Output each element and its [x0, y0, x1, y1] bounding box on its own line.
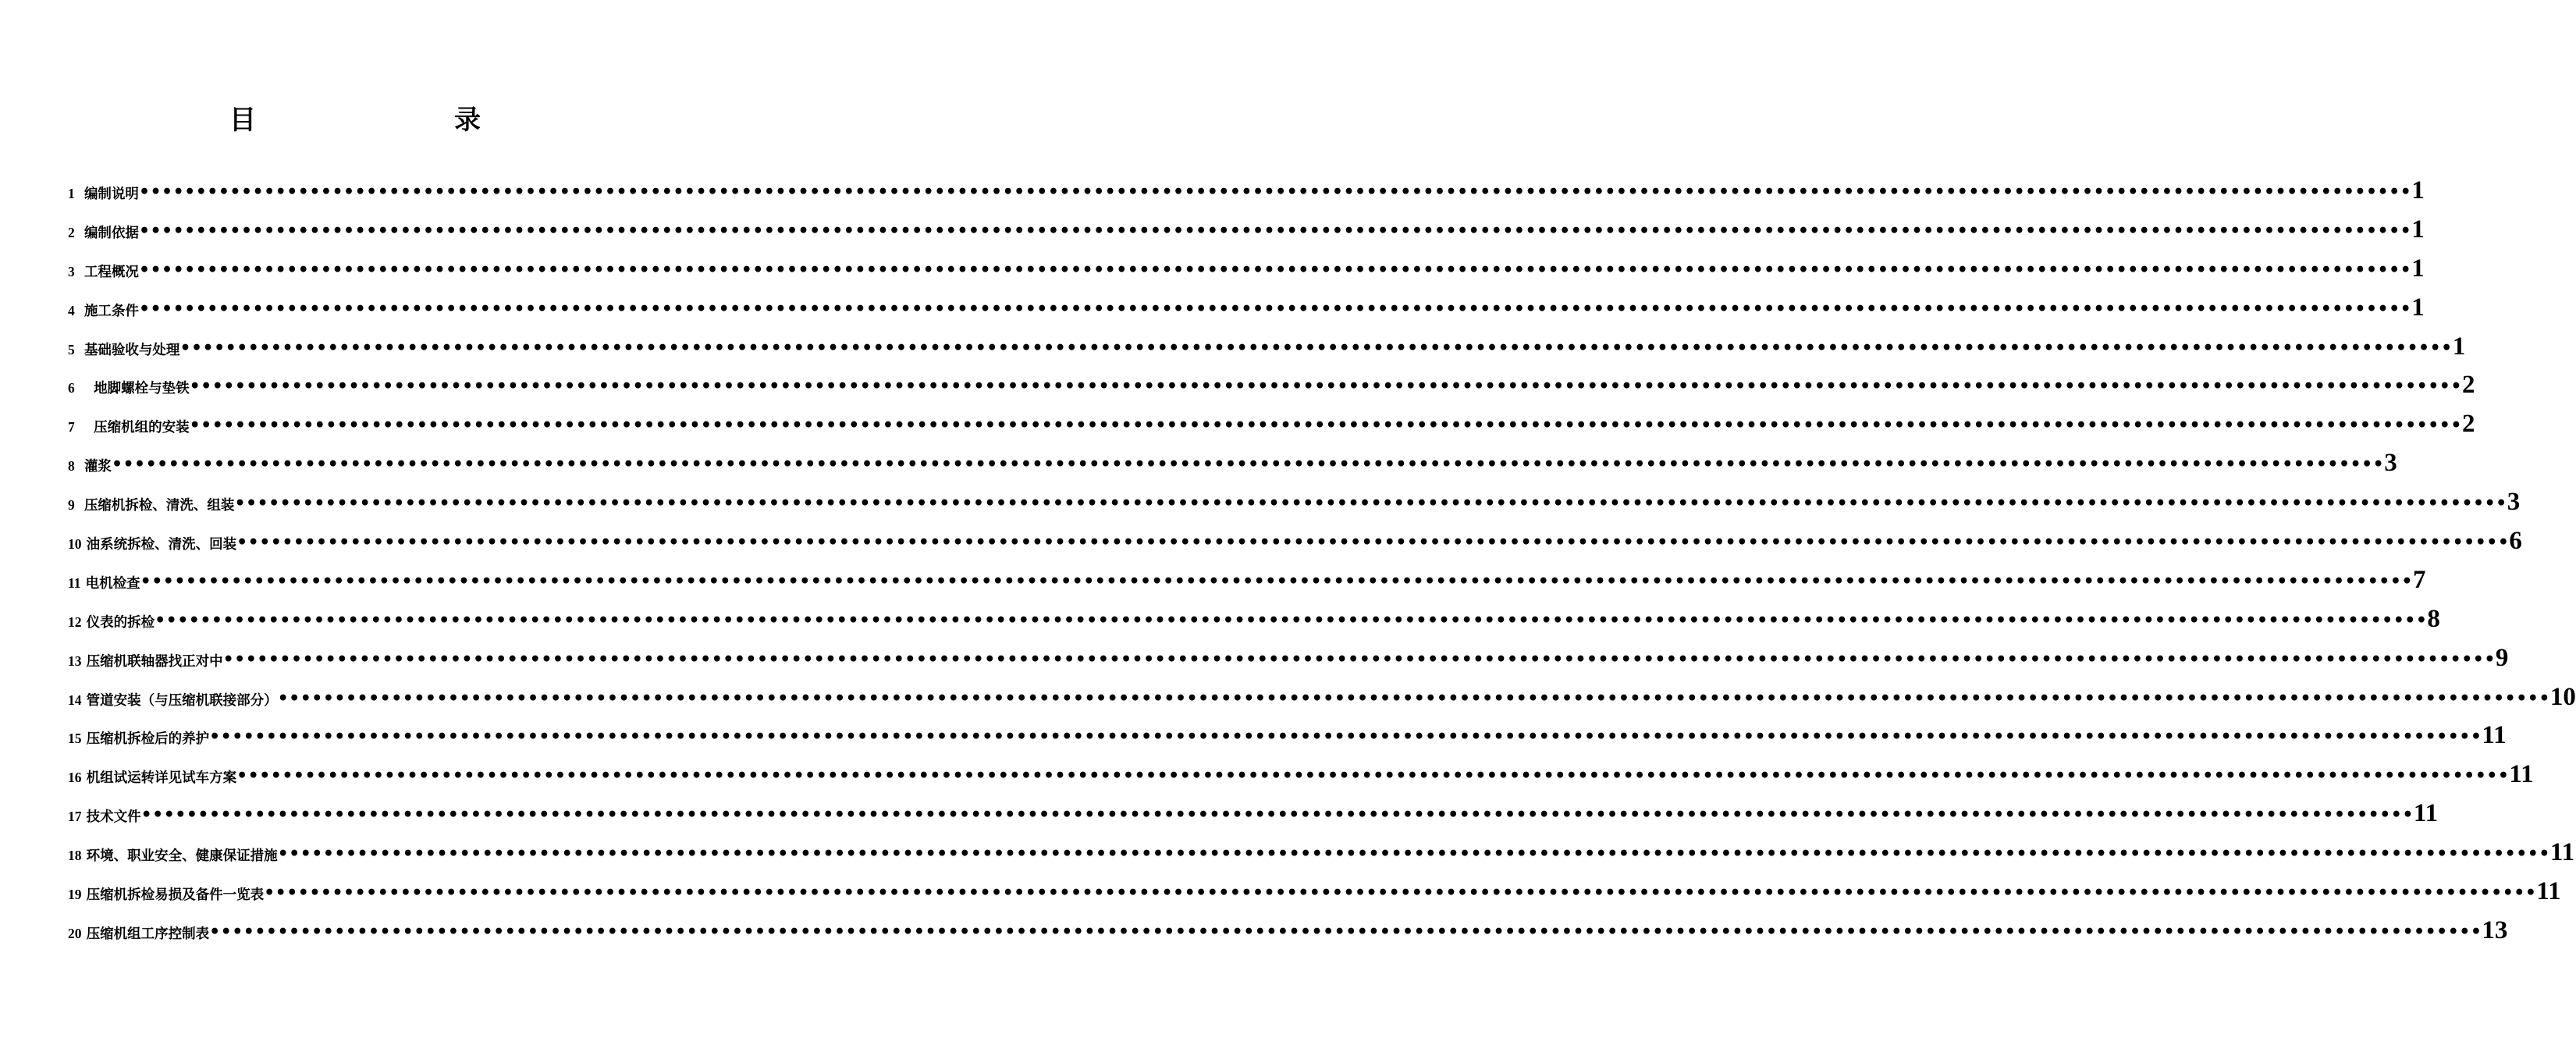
toc-entry-text: 仪表的拆检 [86, 614, 155, 631]
toc-entry-text: 技术文件 [86, 809, 141, 826]
toc-leader-dots: •••••••••••••••••••••••••••••••••••••••••••••••••••••••••••••••••••••••••••••••••••••••••••••••••••••••••••••••••••••••••••••••••••••••••••••••••••••••••••••••••••••••••••••••••••••••••••••••••••••••• [189, 376, 2462, 397]
toc-entry-label [68, 378, 190, 397]
toc-entry-number: 10 [68, 536, 82, 553]
toc-entry-number: 7 [68, 419, 75, 436]
toc-entry-text: 地脚螺栓与垫铁 [94, 381, 190, 397]
toc-entry-label [68, 690, 278, 709]
toc-entry[interactable] [68, 721, 2507, 762]
toc-leader-dots: •••••••••••••••••••••••••••••••••••••••••••••••••••••••••••••••••••••••••••••••••••••••••••••••••••••••••••••••••••••••••••••••••••••••••••••••••••••••••••••••••••••••••••••••••••••••••••••••••••••••• [155, 610, 2428, 631]
toc-entry-label [68, 806, 141, 826]
toc-entry-text: 施工条件 [83, 303, 139, 319]
toc-entry-label [68, 183, 139, 203]
page-title: 目 录 [229, 105, 529, 136]
toc-entry-number: 17 [68, 809, 82, 825]
toc-page-number: 11 [2549, 838, 2575, 867]
toc-entry-text: 压缩机组工序控制表 [86, 926, 210, 942]
toc-entry-number: 2 [68, 224, 75, 240]
toc-entry-number: 13 [68, 653, 82, 669]
toc-entry-label [68, 417, 190, 436]
toc-leader-dots: •••••••••••••••••••••••••••••••••••••••••••••••••••••••••••••••••••••••••••••••••••••••••••••••••••••••••••••••••••••••••••••••••••••••••••••••••••••••••••••••••••••••••••••••••••••••••••••••••••••••• [179, 337, 2453, 358]
toc-entry-label [68, 651, 223, 670]
toc-entry-text: 压缩机拆检易损及备件一览表 [86, 887, 265, 904]
toc-entry-label [68, 923, 209, 943]
toc-entry-text: 工程概况 [83, 264, 139, 280]
toc-page-number: 1 [2411, 176, 2425, 204]
toc-leader-dots: •••••••••••••••••••••••••••••••••••••••••••••••••••••••••••••••••••••••••••••••••••••••••••••••••••••••••••••••••••••••••••••••••••••••••••••••••••••••••••••••••••••••••••••••••••••••••••••••••••••••• [277, 844, 2550, 865]
toc-page-number: 11 [2482, 721, 2507, 750]
toc-page-number: 10 [2549, 682, 2576, 711]
toc-page-number: 11 [2413, 799, 2439, 828]
toc-entry[interactable] [68, 916, 2508, 957]
toc-leader-dots: •••••••••••••••••••••••••••••••••••••••••••••••••••••••••••••••••••••••••••••••••••••••••••••••••••••••••••••••••••••••••••••••••••••••••••••••••••••••••••••••••••••••••••••••••••••••••••••••••••••••• [138, 220, 2412, 241]
toc-leader-dots: •••••••••••••••••••••••••••••••••••••••••••••••••••••••••••••••••••••••••••••••••••••••••••••••••••••••••••••••••••••••••••••••••••••••••••••••••••••••••••••••••••••••••••••••••••••••••••••••••••••••• [138, 298, 2412, 319]
toc-entry-number: 20 [68, 925, 82, 941]
toc-page-number: 7 [2412, 565, 2426, 594]
toc-entry-label [68, 884, 264, 904]
toc-entry-number: 6 [68, 380, 75, 396]
toc-entry[interactable] [68, 293, 2425, 334]
toc-leader-dots: •••••••••••••••••••••••••••••••••••••••••••••••••••••••••••••••••••••••••••••••••••••••••••••••••••••••••••••••••••••••••••••••••••••••••••••••••••••••••••••••••••••••••••••••••••••••••••••••••••••••• [209, 727, 2482, 748]
toc-entry[interactable] [68, 215, 2425, 256]
toc-entry-text: 灌浆 [83, 459, 112, 475]
toc-entry-text: 机组试运转详见试车方案 [86, 770, 237, 787]
toc-entry-number: 8 [68, 458, 75, 475]
toc-leader-dots: •••••••••••••••••••••••••••••••••••••••••••••••••••••••••••••••••••••••••••••••••••••••••••••••••••••••••••••••••••••••••••••••••••••••••••••••••••••••••••••••••••••••••••••••••••••••••••••••••••••••• [236, 766, 2510, 787]
toc-leader-dots: •••••••••••••••••••••••••••••••••••••••••••••••••••••••••••••••••••••••••••••••••••••••••••••••••••••••••••••••••••••••••••••••••••••••••••••••••••••••••••••••••••••••••••••••••••••••••••••••••••••••• [222, 649, 2496, 670]
toc-page-number: 6 [2509, 527, 2522, 556]
toc-entry-label [68, 222, 139, 242]
toc-entry-text: 环境、职业安全、健康保证措施 [86, 848, 278, 865]
toc-entry-number: 19 [68, 887, 82, 903]
toc-entry[interactable] [68, 838, 2575, 879]
toc-leader-dots: •••••••••••••••••••••••••••••••••••••••••••••••••••••••••••••••••••••••••••••••••••••••••••••••••••••••••••••••••••••••••••••••••••••••••••••••••••••••••••••••••••••••••••••••••••••••••••••••••••••••• [209, 921, 2482, 942]
toc-leader-dots: •••••••••••••••••••••••••••••••••••••••••••••••••••••••••••••••••••••••••••••••••••••••••••••••••••••••••••••••••••••••••••••••••••••••••••••••••••••••••••••••••••••••••••••••••••••••••••••••••••••••• [140, 571, 2413, 592]
toc-entry-label [68, 573, 140, 592]
toc-entry[interactable] [68, 760, 2534, 801]
toc-entry[interactable] [68, 371, 2475, 411]
toc-entry-text: 电机检查 [85, 575, 140, 592]
toc-entry[interactable] [68, 488, 2521, 528]
toc-entry-label [68, 845, 278, 865]
toc-leader-dots: •••••••••••••••••••••••••••••••••••••••••••••••••••••••••••••••••••••••••••••••••••••••••••••••••••••••••••••••••••••••••••••••••••••••••••••••••••••••••••••••••••••••••••••••••••••••••••••••••••••••• [264, 883, 2537, 904]
toc-leader-dots: •••••••••••••••••••••••••••••••••••••••••••••••••••••••••••••••••••••••••••••••••••••••••••••••••••••••••••••••••••••••••••••••••••••••••••••••••••••••••••••••••••••••••••••••••••••••••••••••••••••••• [138, 182, 2412, 202]
toc-entry-number: 9 [68, 497, 75, 514]
toc-entry-number: 16 [68, 770, 82, 786]
toc-entry[interactable] [68, 410, 2475, 450]
toc-entry[interactable] [68, 254, 2425, 295]
toc-page-number: 11 [2536, 877, 2561, 906]
toc-leader-dots: •••••••••••••••••••••••••••••••••••••••••••••••••••••••••••••••••••••••••••••••••••••••••••••••••••••••••••••••••••••••••••••••••••••••••••••••••••••••••••••••••••••••••••••••••••••••••••••••••••••••• [234, 493, 2507, 514]
toc-entry-label [68, 534, 236, 553]
toc-page-number: 3 [2384, 449, 2397, 478]
toc-page-number: 1 [2411, 215, 2425, 244]
toc-page-number: 2 [2461, 371, 2475, 400]
toc-leader-dots: •••••••••••••••••••••••••••••••••••••••••••••••••••••••••••••••••••••••••••••••••••••••••••••••••••••••••••••••••••••••••••••••••••••••••••••••••••••••••••••••••••••••••••••••••••••••••••••••••••••••• [236, 532, 2510, 553]
toc-leader-dots: •••••••••••••••••••••••••••••••••••••••••••••••••••••••••••••••••••••••••••••••••••••••••••••••••••••••••••••••••••••••••••••••••••••••••••••••••••••••••••••••••••••••••••••••••••••••••••••••••••••••• [189, 415, 2462, 436]
toc-entry-text: 管道安装（与压缩机联接部分） [86, 692, 278, 709]
toc-entry[interactable] [68, 604, 2440, 645]
toc-entry-label [68, 495, 234, 514]
toc-entry[interactable] [68, 565, 2426, 606]
toc-entry-text: 编制依据 [83, 225, 139, 241]
toc-entry[interactable] [68, 799, 2439, 840]
toc-entry-text: 编制说明 [83, 187, 139, 202]
toc-entry[interactable] [68, 877, 2561, 918]
toc-page-number: 3 [2507, 488, 2521, 517]
toc-entry-label [68, 300, 139, 320]
toc-leader-dots: •••••••••••••••••••••••••••••••••••••••••••••••••••••••••••••••••••••••••••••••••••••••••••••••••••••••••••••••••••••••••••••••••••••••••••••••••••••••••••••••••••••••••••••••••••••••••••••••••••••••• [138, 259, 2412, 280]
toc-entry-text: 压缩机组的安装 [94, 420, 190, 436]
table-of-contents [68, 176, 2576, 957]
toc-page-number: 13 [2482, 916, 2508, 944]
toc-entry-label [68, 767, 236, 787]
toc-entry-number: 4 [68, 302, 75, 318]
toc-entry-number: 18 [68, 848, 82, 864]
toc-page-number: 1 [2411, 293, 2425, 322]
toc-entry-text: 基础验收与处理 [83, 342, 180, 358]
toc-entry-label [68, 456, 112, 475]
toc-entry-text: 压缩机联轴器找正对中 [86, 653, 223, 670]
toc-entry-label [68, 728, 209, 748]
toc-entry[interactable] [68, 176, 2425, 217]
toc-page-number: 2 [2461, 410, 2475, 439]
toc-entry-number: 1 [68, 186, 75, 201]
toc-entry[interactable] [68, 682, 2576, 724]
toc-entry-number: 12 [68, 613, 82, 630]
toc-page-number: 1 [2411, 254, 2425, 283]
toc-page-number: 8 [2427, 604, 2440, 633]
toc-entry-number: 15 [68, 731, 82, 747]
toc-entry-text: 压缩机拆检、清洗、组装 [83, 498, 235, 514]
toc-entry-label [68, 612, 155, 631]
toc-leader-dots: •••••••••••••••••••••••••••••••••••••••••••••••••••••••••••••••••••••••••••••••••••••••••••••••••••••••••••••••••••••••••••••••••••••••••••••••••••••••••••••••••••••••••••••••••••••••••••••••••••••••• [277, 688, 2550, 709]
toc-leader-dots: •••••••••••••••••••••••••••••••••••••••••••••••••••••••••••••••••••••••••••••••••••••••••••••••••••••••••••••••••••••••••••••••••••••••••••••••••••••••••••••••••••••••••••••••••••••••••••••••••••••••• [140, 805, 2414, 826]
toc-entry[interactable] [68, 332, 2466, 373]
toc-leader-dots: •••••••••••••••••••••••••••••••••••••••••••••••••••••••••••••••••••••••••••••••••••••••••••••••••••••••••••••••••••••••••••••••••••••••••••••••••••••••••••••••••••••••••••••••••••••••••••••••••••••••• [111, 454, 2385, 475]
toc-page-number: 1 [2452, 332, 2466, 361]
toc-page-number: 9 [2495, 643, 2509, 672]
toc-page-number: 11 [2509, 760, 2534, 789]
toc-entry-label [68, 340, 179, 359]
toc-entry-number: 14 [68, 692, 82, 708]
toc-entry-label [68, 261, 139, 281]
toc-entry-text: 油系统拆检、清洗、回装 [86, 537, 237, 553]
toc-entry-number: 11 [68, 574, 81, 591]
toc-entry[interactable] [68, 527, 2522, 567]
toc-entry-number: 5 [68, 341, 75, 357]
toc-entry-number: 3 [68, 263, 75, 279]
toc-entry[interactable] [68, 643, 2509, 685]
toc-entry[interactable] [68, 449, 2397, 489]
toc-entry-text: 压缩机拆检后的养护 [86, 731, 210, 748]
